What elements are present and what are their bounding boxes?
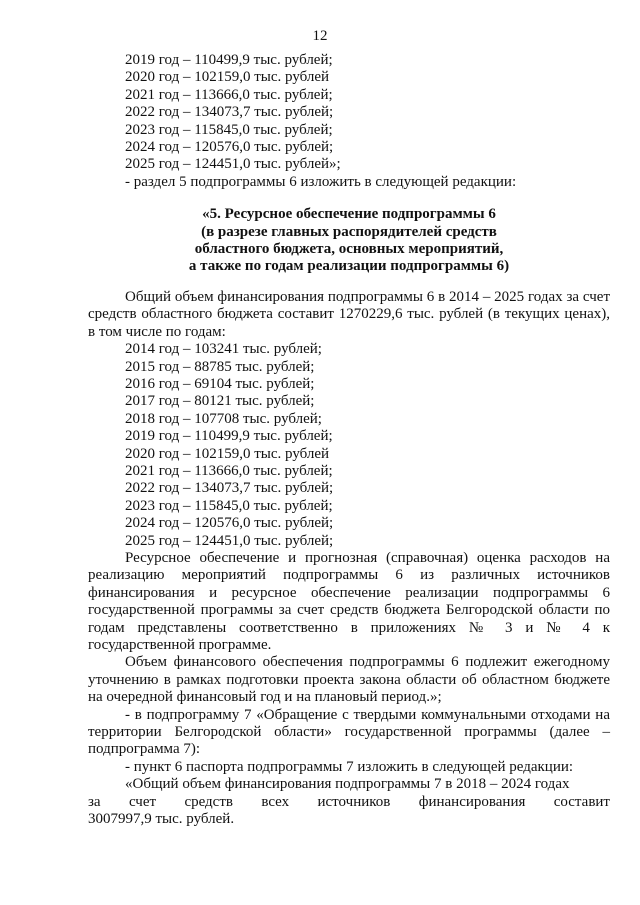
year-line: 2025 год – 124451,0 тыс. рублей;	[125, 532, 334, 549]
subprogram-7-paragraph: - в подпрограмму 7 «Обращение с твердыми коммунальными отходами на территории Белгородской области» государственной программы (далее – подпрограмма 7):	[88, 706, 610, 758]
total-financing-paragraph: Общий объем финансирования подпрограммы 6 в 2014 – 2025 годах за счет средств областного бюджета составит 1270229,6 тыс. рублей (в текущих ценах), в том числе по годам:	[88, 288, 610, 340]
top-year-list	[88, 52, 610, 174]
year-line: 2019 год – 110499,9 тыс. рублей;	[125, 428, 333, 445]
final-paragraph	[88, 776, 610, 828]
year-line: 2020 год – 102159,0 тыс. рублей	[125, 69, 330, 86]
volume-paragraph: Объем финансового обеспечения подпрограммы 6 подлежит ежегодному уточнению в рамках подготовки проекта закона области об областном бюджете на очередной финансовый год и на плановый период.»;	[88, 654, 610, 706]
word: средств	[184, 793, 233, 810]
page-number: 12	[312, 28, 328, 44]
section-instruction: - раздел 5 подпрограммы 6 изложить в следующей редакции:	[125, 173, 517, 190]
year-line: 2014 год – 103241 тыс. рублей;	[125, 341, 322, 358]
passport-instruction: - пункт 6 паспорта подпрограммы 7 изложить в следующей редакции:	[125, 758, 574, 775]
heading-line: (в разрезе главных распорядителей средств	[201, 223, 497, 240]
year-line: 2023 год – 115845,0 тыс. рублей;	[125, 497, 333, 514]
resource-paragraph: Ресурсное обеспечение и прогнозная (справочная) оценка расходов на реализацию мероприятий подпрограммы 6 из различных источников финансирования и ресурсное обеспечение реализации подпрограммы 6 государственной программы за счет средств бюджета Белгородской области по годам представлены соответственно в приложениях № 3 и № 4 к государственной программе.	[88, 549, 610, 653]
heading-line: «5. Ресурсное обеспечение подпрограммы 6	[202, 206, 496, 223]
year-line: 2021 год – 113666,0 тыс. рублей;	[125, 462, 333, 479]
year-line: 2017 год – 80121 тыс. рублей;	[125, 393, 315, 410]
year-line: 2024 год – 120576,0 тыс. рублей;	[125, 139, 334, 156]
year-line: 2016 год – 69104 тыс. рублей;	[125, 375, 315, 392]
year-line: 2020 год – 102159,0 тыс. рублей	[125, 445, 330, 462]
word: всех	[261, 793, 290, 810]
final-paragraph-line: 3007997,9 тыс. рублей.	[88, 811, 235, 828]
final-paragraph-justified-line	[88, 794, 610, 811]
document-body	[88, 52, 610, 828]
year-line: 2025 год – 124451,0 тыс. рублей»;	[125, 156, 341, 173]
year-line: 2022 год – 134073,7 тыс. рублей;	[125, 480, 334, 497]
heading-line: областного бюджета, основных мероприятий,	[194, 241, 504, 258]
year-line: 2022 год – 134073,7 тыс. рублей;	[125, 104, 334, 121]
word: финансирования	[418, 793, 526, 810]
word: составит	[553, 793, 610, 810]
year-line: 2021 год – 113666,0 тыс. рублей;	[125, 86, 333, 103]
section-heading	[88, 206, 610, 276]
final-paragraph-line: «Общий объем финансирования подпрограммы 7 в 2018 – 2024 годах	[125, 776, 570, 793]
year-line: 2024 год – 120576,0 тыс. рублей;	[125, 515, 334, 532]
word: источников	[317, 793, 391, 810]
word: за	[88, 793, 101, 810]
year-line: 2023 год – 115845,0 тыс. рублей;	[125, 121, 333, 138]
heading-line: а также по годам реализации подпрограммы 6)	[188, 258, 510, 275]
year-list	[88, 341, 610, 550]
year-line: 2018 год – 107708 тыс. рублей;	[125, 410, 322, 427]
word: счет	[128, 793, 157, 810]
year-line: 2015 год – 88785 тыс. рублей;	[125, 358, 315, 375]
year-line: 2019 год – 110499,9 тыс. рублей;	[125, 52, 333, 68]
